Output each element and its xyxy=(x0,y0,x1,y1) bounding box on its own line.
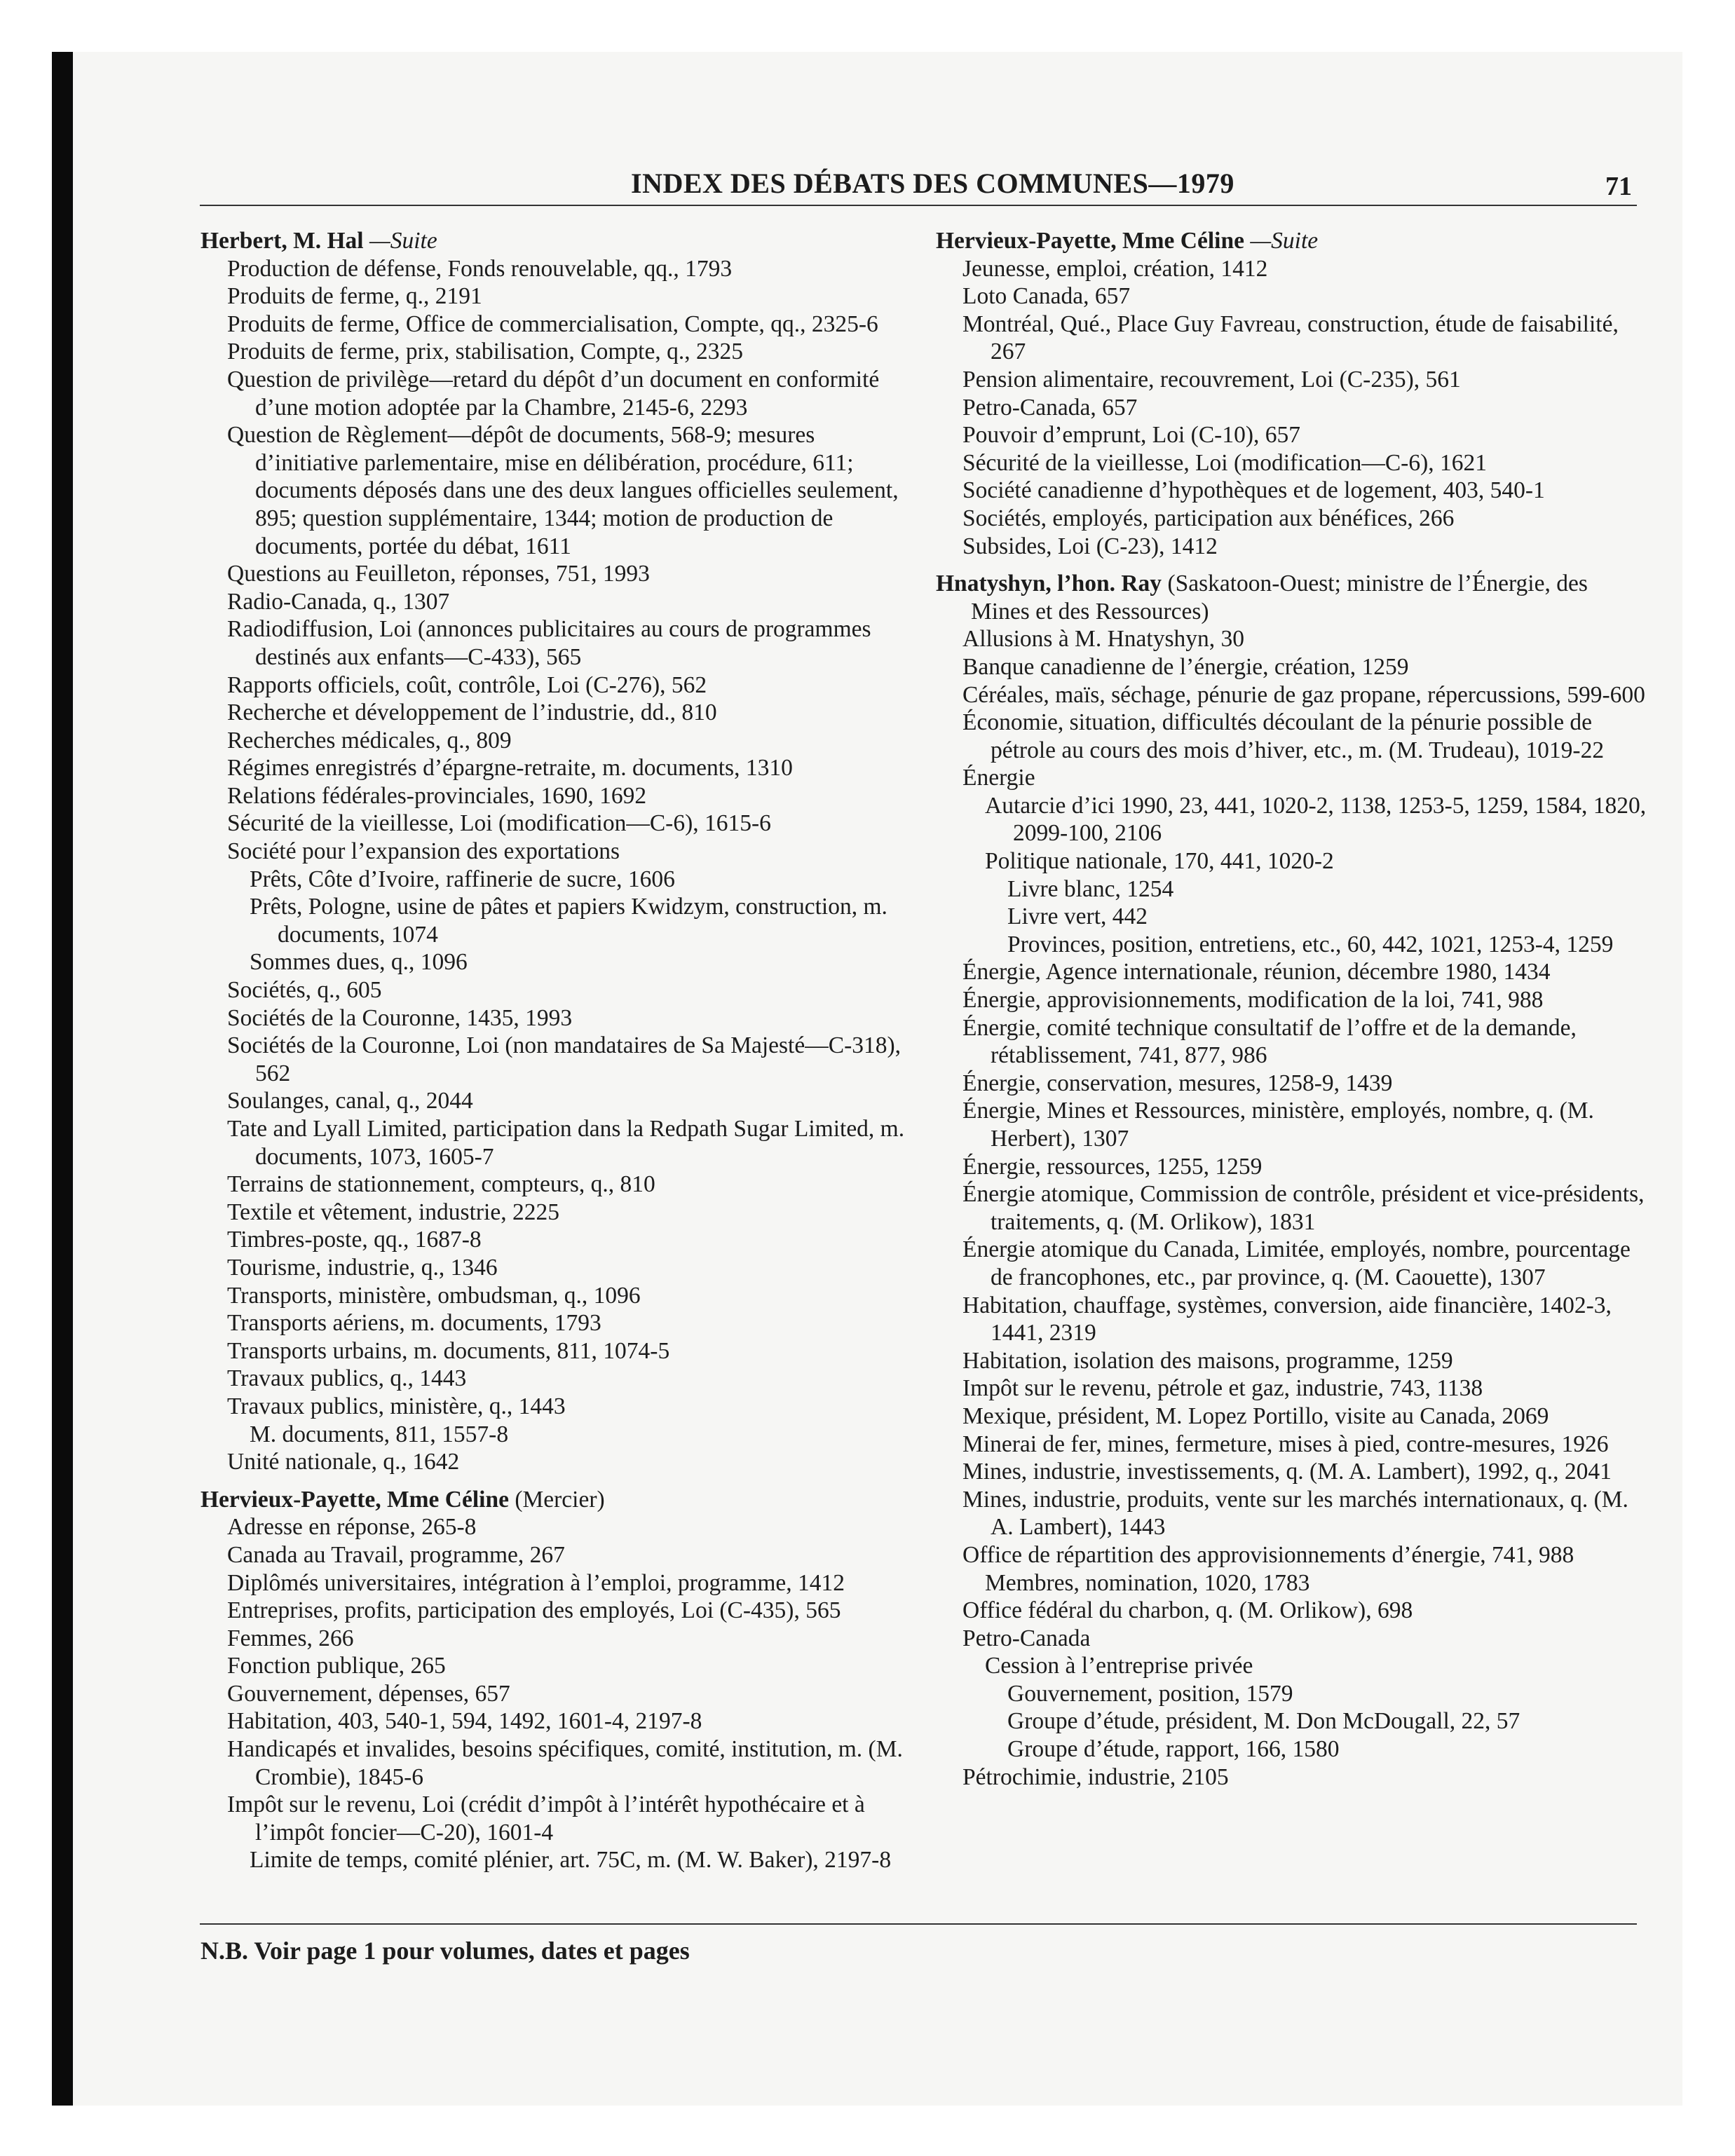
index-entry: Sommes dues, q., 1096 xyxy=(250,949,468,976)
index-entry: Livre blanc, 1254 xyxy=(1007,875,1174,902)
index-entry: Impôt sur le revenu, pétrole et gaz, industrie, 743, 1138 xyxy=(962,1375,1483,1402)
index-heading xyxy=(936,227,1651,255)
index-entry: Handicapés et invalides, besoins spécifiques, comité, institution, m. (M. Crombie), 1845-6 xyxy=(227,1736,903,1790)
index-entry: Régimes enregistrés d’épargne-retraite, m. documents, 1310 xyxy=(227,755,793,782)
index-entry: Sociétés, q., 605 xyxy=(227,977,382,1004)
index-entry: Habitation, isolation des maisons, programme, 1259 xyxy=(962,1347,1453,1374)
index-entry: Office fédéral du charbon, q. (M. Orlikow), 698 xyxy=(962,1597,1413,1624)
index-entry: Questions au Feuilleton, réponses, 751, 1993 xyxy=(227,561,650,587)
index-entry: Pouvoir d’emprunt, Loi (C-10), 657 xyxy=(962,422,1300,449)
index-entry: Gouvernement, dépenses, 657 xyxy=(227,1680,510,1707)
index-entry: Minerai de fer, mines, fermeture, mises à pied, contre-mesures, 1926 xyxy=(962,1431,1609,1457)
page-title: INDEX DES DÉBATS DES COMMUNES—1979 xyxy=(631,168,1234,199)
index-entry: Habitation, 403, 540-1, 594, 1492, 1601-4, 2197-8 xyxy=(227,1708,702,1735)
index-entry: Prêts, Pologne, usine de pâtes et papiers Kwidzym, construction, m. documents, 1074 xyxy=(250,894,887,948)
index-entry: Production de défense, Fonds renouvelable, qq., 1793 xyxy=(227,255,733,282)
index-entry: Économie, situation, difficultés découlant de la pénurie possible de pétrole au cours des mois d’hiver, etc., m. (M. Trudeau), 1019-22 xyxy=(962,709,1605,763)
index-entry: Travaux publics, ministère, q., 1443 xyxy=(227,1393,566,1419)
index-entry: Adresse en réponse, 265-8 xyxy=(227,1514,477,1541)
index-entry: Livre vert, 442 xyxy=(1007,903,1148,930)
index-entry: Énergie xyxy=(962,765,1035,791)
index-entry: Question de privilège—retard du dépôt d’un document en conformité d’une motion adoptée par la Chambre, 2145-6, 2293 xyxy=(227,366,880,421)
index-entry: Mines, industrie, produits, vente sur les marchés internationaux, q. (M. A. Lambert), 1443 xyxy=(962,1486,1628,1541)
index-entry: Sociétés, employés, participation aux bénéfices, 266 xyxy=(962,505,1455,531)
page-number: 71 xyxy=(1605,172,1632,201)
index-entry: Gouvernement, position, 1579 xyxy=(1007,1680,1293,1707)
footer-rule xyxy=(200,1923,1637,1925)
index-entry: Mexique, président, M. Lopez Portillo, visite au Canada, 2069 xyxy=(962,1403,1549,1429)
index-entry: Terrains de stationnement, compteurs, q., 810 xyxy=(227,1171,655,1198)
heading-suffix: —Suite xyxy=(1244,228,1319,254)
header-rule xyxy=(200,205,1637,206)
index-entry: Office de répartition des approvisionnements d’énergie, 741, 988 xyxy=(962,1541,1574,1568)
index-entry: Allusions à M. Hnatyshyn, 30 xyxy=(962,626,1244,653)
index-entry: Société canadienne d’hypothèques et de logement, 403, 540-1 xyxy=(962,477,1545,504)
index-entry: Pétrochimie, industrie, 2105 xyxy=(962,1763,1229,1790)
heading-name: Herbert, M. Hal xyxy=(200,228,364,254)
index-entry: Sécurité de la vieillesse, Loi (modification—C-6), 1615-6 xyxy=(227,810,771,837)
index-entry: Montréal, Qué., Place Guy Favreau, construction, étude de faisabilité, 267 xyxy=(962,311,1619,365)
index-entry: Transports urbains, m. documents, 811, 1074-5 xyxy=(227,1337,670,1364)
index-entry: Mines, industrie, investissements, q. (M. A. Lambert), 1992, q., 2041 xyxy=(962,1459,1612,1485)
index-entry: Produits de ferme, Office de commercialisation, Compte, qq., 2325-6 xyxy=(227,311,878,337)
index-entry: Société pour l’expansion des exportations xyxy=(227,838,620,865)
index-entry: Sécurité de la vieillesse, Loi (modification—C-6), 1621 xyxy=(962,449,1487,476)
index-heading xyxy=(936,570,1651,625)
index-entry: Transports aériens, m. documents, 1793 xyxy=(227,1310,601,1337)
index-entry: Énergie atomique du Canada, Limitée, employés, nombre, pourcentage de francophones, etc., par province, q. (M. Caouette), 1307 xyxy=(962,1236,1631,1290)
index-entry: Transports, ministère, ombudsman, q., 1096 xyxy=(227,1282,641,1309)
index-entry: Membres, nomination, 1020, 1783 xyxy=(985,1569,1310,1596)
index-entry: Tate and Lyall Limited, participation dans la Redpath Sugar Limited, m. documents, 1073, 1605-7 xyxy=(227,1116,905,1170)
left-column xyxy=(200,227,916,1874)
index-entry: Recherche et développement de l’industrie, dd., 810 xyxy=(227,700,717,726)
index-entry: Timbres-poste, qq., 1687-8 xyxy=(227,1227,482,1253)
index-entry: Énergie, Mines et Ressources, ministère, employés, nombre, q. (M. Herbert), 1307 xyxy=(962,1098,1594,1152)
index-entry: Rapports officiels, coût, contrôle, Loi (C-276), 562 xyxy=(227,671,707,698)
index-entry: Sociétés de la Couronne, 1435, 1993 xyxy=(227,1004,573,1031)
index-entry: Femmes, 266 xyxy=(227,1625,354,1651)
index-entry: Énergie, approvisionnements, modification de la loi, 741, 988 xyxy=(962,987,1544,1014)
scan-edge xyxy=(52,52,73,2106)
index-entry: Relations fédérales-provinciales, 1690, 1692 xyxy=(227,782,647,809)
index-entry: Entreprises, profits, participation des employés, Loi (C-435), 565 xyxy=(227,1597,841,1624)
footer-note: N.B. Voir page 1 pour volumes, dates et pages xyxy=(200,1937,690,1965)
index-entry: Céréales, maïs, séchage, pénurie de gaz propane, répercussions, 599-600 xyxy=(962,681,1645,708)
index-entry: Textile et vêtement, industrie, 2225 xyxy=(227,1199,559,1225)
index-entry: Groupe d’étude, président, M. Don McDougall, 22, 57 xyxy=(1007,1708,1520,1735)
index-entry: Prêts, Côte d’Ivoire, raffinerie de sucre, 1606 xyxy=(250,866,675,892)
index-entry: Produits de ferme, q., 2191 xyxy=(227,283,482,310)
index-entry: Cession à l’entreprise privée xyxy=(985,1653,1253,1679)
index-entry: Loto Canada, 657 xyxy=(962,283,1131,310)
index-entry: M. documents, 811, 1557-8 xyxy=(250,1421,509,1447)
index-entry: Produits de ferme, prix, stabilisation, Compte, q., 2325 xyxy=(227,339,743,365)
heading-name: Hnatyshyn, l’hon. Ray xyxy=(936,571,1162,597)
index-entry: Travaux publics, q., 1443 xyxy=(227,1365,467,1392)
index-entry: Diplômés universitaires, intégration à l’emploi, programme, 1412 xyxy=(227,1569,845,1596)
index-entry: Fonction publique, 265 xyxy=(227,1653,446,1679)
index-entry: Unité nationale, q., 1642 xyxy=(227,1449,460,1475)
heading-name: Hervieux-Payette, Mme Céline xyxy=(936,228,1244,254)
index-entry: Radiodiffusion, Loi (annonces publicitaires au cours de programmes destinés aux enfants—C-433), 565 xyxy=(227,616,871,670)
index-entry: Énergie, ressources, 1255, 1259 xyxy=(962,1153,1263,1180)
index-entry: Canada au Travail, programme, 267 xyxy=(227,1541,565,1568)
index-entry: Soulanges, canal, q., 2044 xyxy=(227,1088,473,1114)
index-entry: Impôt sur le revenu, Loi (crédit d’impôt à l’intérêt hypothécaire et à l’impôt foncier—C-20), 1601-4 xyxy=(227,1792,865,1845)
heading-suffix: —Suite xyxy=(363,228,437,254)
index-entry: Tourisme, industrie, q., 1346 xyxy=(227,1254,498,1281)
index-entry: Pension alimentaire, recouvrement, Loi (C-235), 561 xyxy=(962,366,1461,393)
index-entry: Groupe d’étude, rapport, 166, 1580 xyxy=(1007,1736,1340,1763)
index-entry: Subsides, Loi (C-23), 1412 xyxy=(962,533,1218,559)
index-entry: Jeunesse, emploi, création, 1412 xyxy=(962,255,1268,282)
index-entry: Habitation, chauffage, systèmes, conversion, aide financière, 1402-3, 1441, 2319 xyxy=(962,1292,1612,1346)
index-entry: Provinces, position, entretiens, etc., 60, 442, 1021, 1253-4, 1259 xyxy=(1007,931,1614,957)
index-entry: Autarcie d’ici 1990, 23, 441, 1020-2, 1138, 1253-5, 1259, 1584, 1820, 2099-100, 2106 xyxy=(985,792,1647,847)
index-entry: Radio-Canada, q., 1307 xyxy=(227,588,450,615)
index-heading xyxy=(200,1486,916,1514)
index-entry: Recherches médicales, q., 809 xyxy=(227,727,512,753)
heading-name: Hervieux-Payette, Mme Céline xyxy=(200,1486,509,1513)
heading-suffix: (Mercier) xyxy=(508,1486,605,1513)
index-entry: Énergie, comité technique consultatif de l’offre et de la demande, rétablissement, 741, 877, 986 xyxy=(962,1014,1577,1069)
heading-suffix: (Saskatoon-Ouest; ministre de l’Énergie, des Mines et des Ressources) xyxy=(971,571,1588,625)
index-entry: Question de Règlement—dépôt de documents, 568-9; mesures d’initiative parlementaire, mise en délibération, procédure, 611; documents déposés dans une des deux langues officielles seulement, 895; question supplémentaire, 1344; motion de production de documents, portée du débat, 1611 xyxy=(227,422,899,559)
index-entry: Sociétés de la Couronne, Loi (non mandataires de Sa Majesté—C-318), 562 xyxy=(227,1032,901,1086)
index-entry: Petro-Canada, 657 xyxy=(962,394,1138,421)
index-heading xyxy=(200,227,916,255)
index-entry: Petro-Canada xyxy=(962,1625,1091,1651)
index-entry: Limite de temps, comité plénier, art. 75C, m. (M. W. Baker), 2197-8 xyxy=(250,1847,892,1874)
index-entry: Énergie atomique, Commission de contrôle, président et vice-présidents, traitements, q. (M. Orlikow), 1831 xyxy=(962,1181,1645,1235)
index-entry: Énergie, Agence internationale, réunion, décembre 1980, 1434 xyxy=(962,959,1551,985)
index-entry: Énergie, conservation, mesures, 1258-9, 1439 xyxy=(962,1070,1393,1096)
right-column xyxy=(936,227,1651,1791)
index-entry: Politique nationale, 170, 441, 1020-2 xyxy=(985,848,1334,875)
index-entry: Banque canadienne de l’énergie, création, 1259 xyxy=(962,653,1409,680)
